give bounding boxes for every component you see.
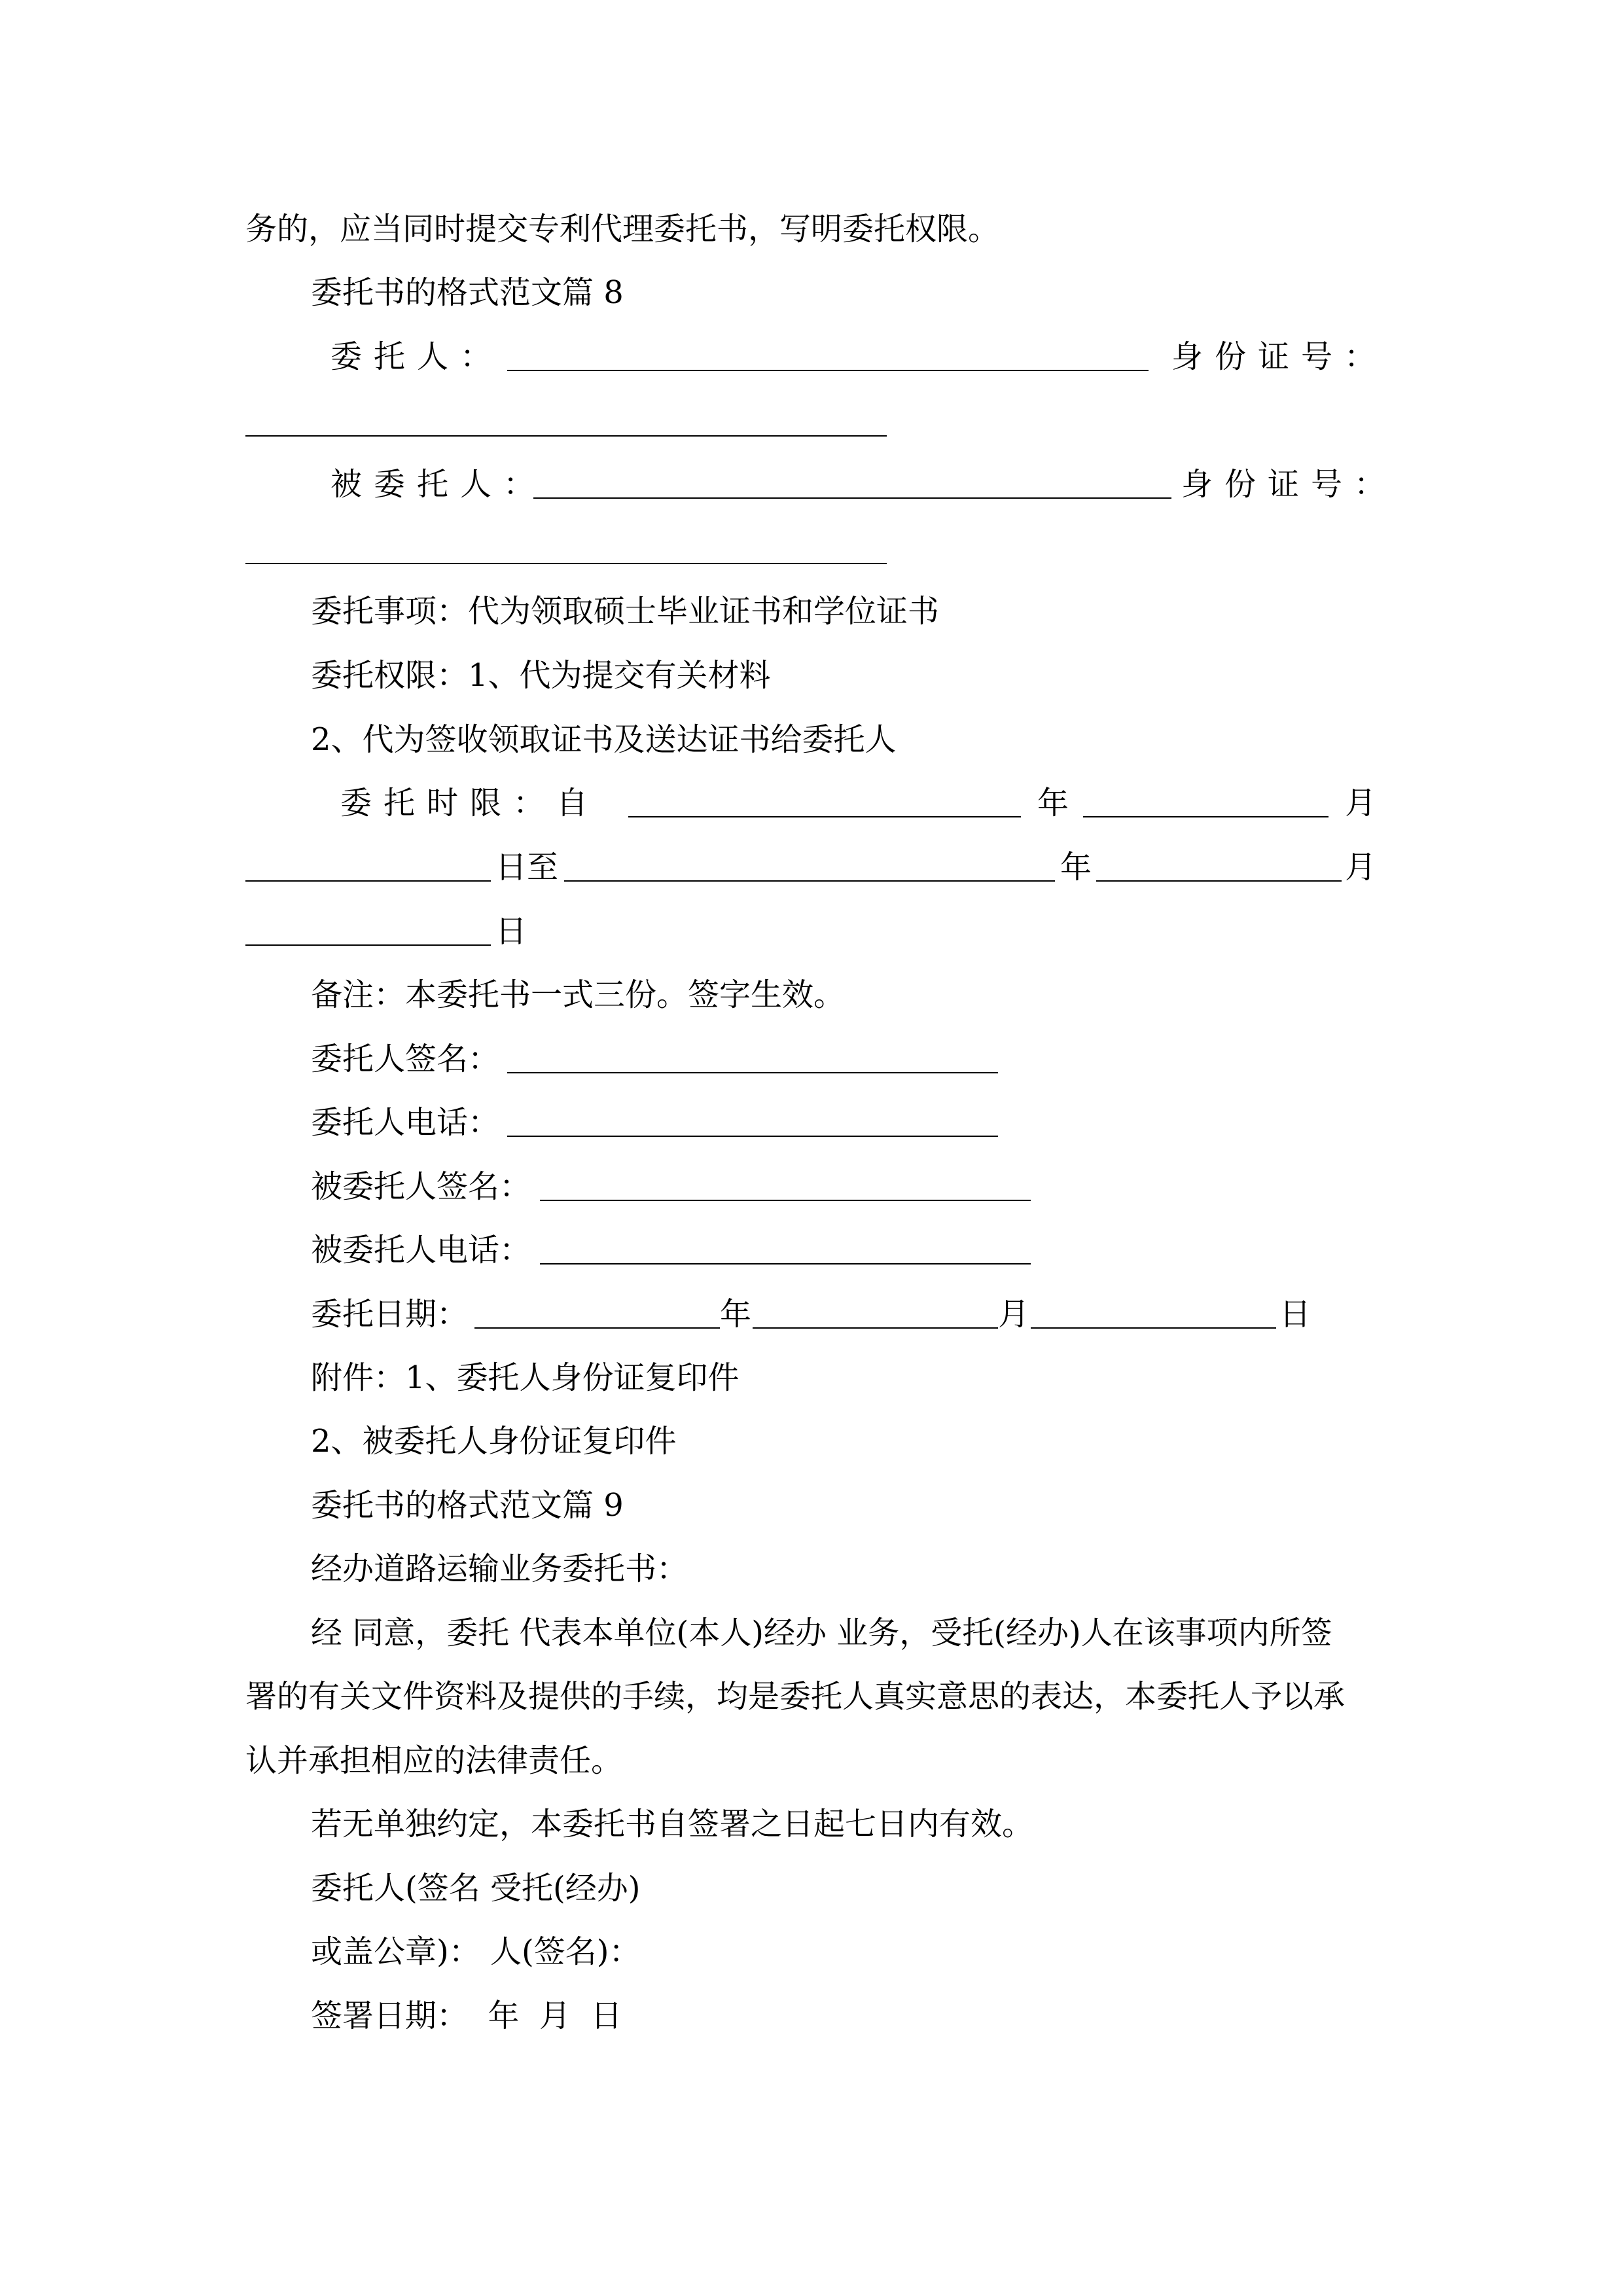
day-to-label: 日至 [495,849,559,886]
start-year-blank[interactable] [628,816,1021,817]
attachment-text: 附件：1、委托人身份证复印件 [311,1359,740,1396]
body-line [0,1358,1623,1397]
agent-signature-blank[interactable] [540,1200,1031,1201]
body-line [0,1741,1623,1780]
principal-signature-label: 委托人签名： [311,1041,500,1077]
body-line [0,1996,1623,2036]
signature-row [0,1230,1623,1270]
signature-row [0,1167,1623,1206]
term-row [0,783,1623,823]
agent-id-row [0,530,1623,569]
month-label: 月 [1345,849,1377,886]
agent-signature-label: 被委托人签名： [311,1168,531,1205]
paragraph-text: 署的有关文件资料及提供的手续，均是委托人真实意思的表达，本委托人予以承 [245,1678,1346,1715]
year-label: 年 [1060,849,1092,886]
entrusted-matter-text: 委托事项：代为领取硕士毕业证书和学位证书 [311,593,940,630]
letter-title-text: 经办道路运输业务委托书： [311,1551,688,1587]
body-line [0,1804,1623,1844]
entrust-date-label: 委托日期： [311,1296,469,1333]
principal-signature-blank[interactable] [507,1072,998,1073]
term-row [0,848,1623,887]
authority-item-text: 2、代为签收领取证书及送达证书给委托人 [311,721,897,758]
body-line [0,209,1623,249]
date-day-blank[interactable] [1031,1327,1276,1329]
body-line [0,1869,1623,1908]
agent-row [0,465,1623,504]
attachment-item-text: 2、被委托人身份证复印件 [311,1423,677,1460]
agent-name-blank[interactable] [533,497,1171,499]
body-line [0,1677,1623,1716]
year-label: 年 [1037,785,1069,821]
signature-row [0,1039,1623,1079]
principal-id-row [0,403,1623,442]
authority-text: 委托权限：1、代为提交有关材料 [311,657,771,694]
day-label: 日 [495,913,527,950]
heading-text: 委托书的格式范文篇 8 [311,274,624,311]
end-year-blank[interactable] [564,880,1055,882]
principal-phone-label: 委托人电话： [311,1104,500,1141]
principal-label: 委托人： [330,338,504,375]
date-row [0,1295,1623,1334]
body-line [0,1932,1623,1971]
body-line [0,975,1623,1014]
principal-row [0,337,1623,376]
signature-text: 或盖公章)： 人(签名)： [311,1933,641,1970]
body-line [0,1422,1623,1461]
principal-id-blank[interactable] [245,435,887,437]
body-line [0,1613,1623,1653]
section-heading [0,1486,1623,1525]
date-month-blank[interactable] [753,1327,998,1329]
month-label: 月 [998,1296,1030,1333]
id-number-label: 身份证号： [1171,338,1388,375]
body-line [0,720,1623,759]
term-label: 委托时限：自 [340,785,600,821]
agent-id-blank[interactable] [245,563,887,564]
body-line [0,656,1623,695]
start-day-blank[interactable] [245,880,491,882]
remark-text: 备注：本委托书一式三份。签字生效。 [311,977,846,1013]
body-line [0,1549,1623,1588]
agent-phone-blank[interactable] [540,1263,1031,1265]
month-label: 月 [1345,785,1377,821]
paragraph-text: 务的，应当同时提交专利代理委托书，写明委托权限。 [245,211,1000,247]
sign-date-text: 签署日期： 年 月 日 [311,1998,622,2034]
day-label: 日 [1279,1296,1311,1333]
heading-text: 委托书的格式范文篇 9 [311,1487,624,1524]
body-line [0,592,1623,631]
end-day-blank[interactable] [245,944,491,946]
year-label: 年 [720,1296,752,1333]
agent-label: 被委托人： [330,466,547,503]
start-month-blank[interactable] [1083,816,1329,817]
agent-phone-label: 被委托人电话： [311,1232,531,1268]
end-month-blank[interactable] [1096,880,1342,882]
section-heading [0,273,1623,312]
paragraph-text: 若无单独约定，本委托书自签署之日起七日内有效。 [311,1806,1034,1842]
paragraph-text: 认并承担相应的法律责任。 [245,1742,623,1779]
signature-row [0,1103,1623,1142]
paragraph-text: 经 同意，委托 代表本单位(本人)经办 业务，受托(经办)人在该事项内所签 [311,1615,1332,1651]
id-number-label: 身份证号： [1181,466,1398,503]
principal-phone-blank[interactable] [507,1136,998,1137]
principal-name-blank[interactable] [507,370,1149,371]
signature-text: 委托人(签名 受托(经办) [311,1870,641,1907]
term-row [0,912,1623,951]
date-year-blank[interactable] [474,1327,720,1329]
